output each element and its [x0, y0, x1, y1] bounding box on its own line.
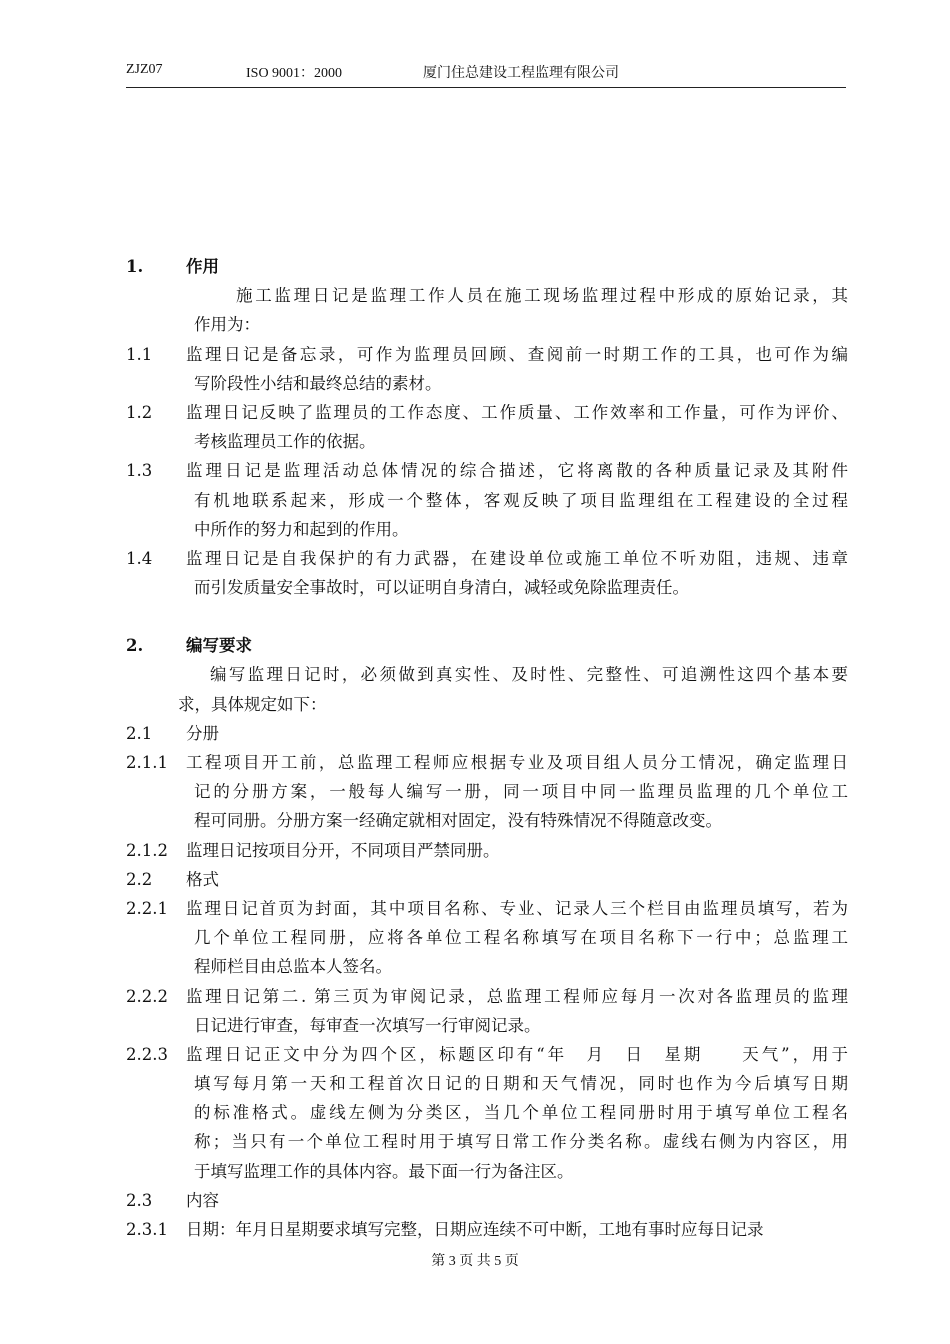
paragraph-text: 求，具体规定如下： — [178, 694, 327, 714]
item-text: 的标准格式。虚线左侧为分类区，当几个单位工程同册时用于填写单位工程名 — [194, 1103, 848, 1123]
list-item — [126, 777, 848, 806]
item-text: 格式 — [186, 869, 219, 889]
item-text: 监理日记首页为封面，其中项目名称、专业、记录人三个栏目由监理员填写，若为 — [186, 898, 848, 918]
list-item — [126, 1157, 848, 1186]
list-item — [126, 573, 848, 602]
item-text: 程师栏目由总监本人签名。 — [194, 957, 392, 977]
intro-line — [126, 660, 848, 689]
list-item — [126, 515, 848, 544]
item-number: 1.1 — [126, 344, 153, 364]
item-text: 日记进行审查，每审查一次填写一行审阅记录。 — [194, 1015, 541, 1035]
item-number: 1.3 — [126, 461, 153, 481]
intro-line — [126, 281, 848, 310]
list-item — [126, 486, 848, 515]
list-item — [126, 369, 848, 398]
list-item — [126, 427, 848, 456]
list-item — [126, 719, 848, 748]
item-number: 2.2 — [126, 869, 153, 889]
list-item — [126, 748, 848, 777]
item-text: 考核监理员工作的依据。 — [194, 432, 376, 452]
section-number: 2. — [126, 636, 144, 656]
item-text: 分册 — [186, 723, 219, 743]
item-number: 2.1 — [126, 723, 153, 743]
list-item — [126, 456, 848, 485]
company-name: 厦门住总建设工程监理有限公司 — [423, 66, 619, 81]
item-text: 而引发质量安全事故时，可以证明自身清白，减轻或免除监理责任。 — [194, 578, 689, 598]
item-text: 工程项目开工前，总监理工程师应根据专业及项目组人员分工情况，确定监理日 — [186, 753, 848, 772]
item-number: 2.2.2 — [126, 986, 168, 1006]
list-item — [126, 1127, 848, 1156]
document-body — [126, 252, 848, 1244]
intro-line — [126, 310, 848, 339]
item-text: 称；当只有一个单位工程时用于填写日常工作分类名称。虚线右侧为内容区，用 — [194, 1132, 848, 1152]
list-item — [126, 836, 848, 865]
item-number: 1.4 — [126, 548, 153, 568]
item-text: 监理日记是监理活动总体情况的综合描述，它将离散的各种质量记录及其附件 — [186, 461, 848, 481]
item-text: 填写每月第一天和工程首次日记的日期和天气情况，同时也作为今后填写日期 — [194, 1074, 848, 1094]
item-number: 2.2.3 — [126, 1044, 168, 1064]
item-text: 监理日记第二. 第三页为审阅记录，总监理工程师应每月一次对各监理员的监理 — [186, 986, 848, 1006]
item-number: 2.3.1 — [126, 1220, 168, 1239]
list-item — [126, 894, 848, 923]
item-number: 2.1.2 — [126, 840, 168, 860]
paragraph-text: 施工监理日记是监理工作人员在施工现场监理过程中形成的原始记录，其 — [236, 286, 848, 306]
item-number: 2.2.1 — [126, 898, 168, 918]
item-text: 有机地联系起来，形成一个整体，客观反映了项目监理组在工程建设的全过程 — [194, 490, 848, 510]
item-text: 监理日记反映了监理员的工作态度、工作质量、工作效率和工作量，可作为评价、 — [186, 402, 848, 422]
intro-line — [126, 690, 848, 719]
item-text: 程可同册。分册方案一经确定就相对固定，没有特殊情况不得随意改变。 — [194, 811, 722, 831]
list-item — [126, 1069, 848, 1098]
item-text: 中所作的努力和起到的作用。 — [194, 519, 409, 539]
item-text: 内容 — [186, 1190, 219, 1210]
paragraph-text: 编写监理日记时，必须做到真实性、及时性、完整性、可追溯性这四个基本要 — [210, 665, 848, 685]
section-heading — [126, 252, 848, 281]
section-title: 编写要求 — [186, 636, 252, 656]
item-text: 监理日记按项目分开，不同项目严禁同册。 — [186, 840, 500, 860]
list-item — [126, 865, 848, 894]
item-text: 监理日记正文中分为四个区，标题区印有“年 月 日 星期 天气”，用于 — [186, 1044, 848, 1064]
item-text: 于填写监理工作的具体内容。最下面一行为备注区。 — [194, 1161, 574, 1181]
list-item — [126, 1098, 848, 1127]
section-gap — [126, 602, 848, 631]
section-number: 1. — [126, 257, 144, 276]
list-item — [126, 1040, 848, 1069]
list-item — [126, 806, 848, 835]
list-item — [126, 544, 848, 573]
iso-standard: ISO 9001：2000 — [246, 66, 343, 81]
item-text: 写阶段性小结和最终总结的素材。 — [194, 373, 442, 393]
list-item — [126, 340, 848, 369]
list-item — [126, 982, 848, 1011]
list-item — [126, 1011, 848, 1040]
list-item — [126, 1215, 848, 1244]
section-heading — [126, 631, 848, 660]
item-number: 1.2 — [126, 402, 153, 422]
list-item — [126, 398, 848, 427]
item-number: 2.3 — [126, 1190, 153, 1210]
section-title: 作用 — [186, 257, 219, 276]
item-text: 监理日记是备忘录，可作为监理员回顾、查阅前一时期工作的工具，也可作为编 — [186, 344, 848, 364]
item-text: 日期：年月日星期要求填写完整，日期应连续不可中断，工地有事时应每日记录 — [186, 1220, 764, 1239]
list-item — [126, 1186, 848, 1215]
paragraph-text: 作用为： — [194, 315, 260, 335]
item-text: 几个单位工程同册，应将各单位工程名称填写在项目名称下一行中；总监理工 — [194, 928, 848, 948]
item-text: 监理日记是自我保护的有力武器，在建设单位或施工单位不听劝阻，违规、违章 — [186, 548, 848, 568]
page-number: 第 3 页 共 5 页 — [431, 1254, 519, 1269]
item-text: 记的分册方案，一般每人编写一册，同一项目中同一监理员监理的几个单位工 — [194, 782, 848, 802]
doc-code: ZJZ07 — [126, 62, 163, 77]
header-rule — [126, 87, 846, 88]
item-number: 2.1.1 — [126, 753, 168, 772]
list-item — [126, 952, 848, 981]
list-item — [126, 923, 848, 952]
